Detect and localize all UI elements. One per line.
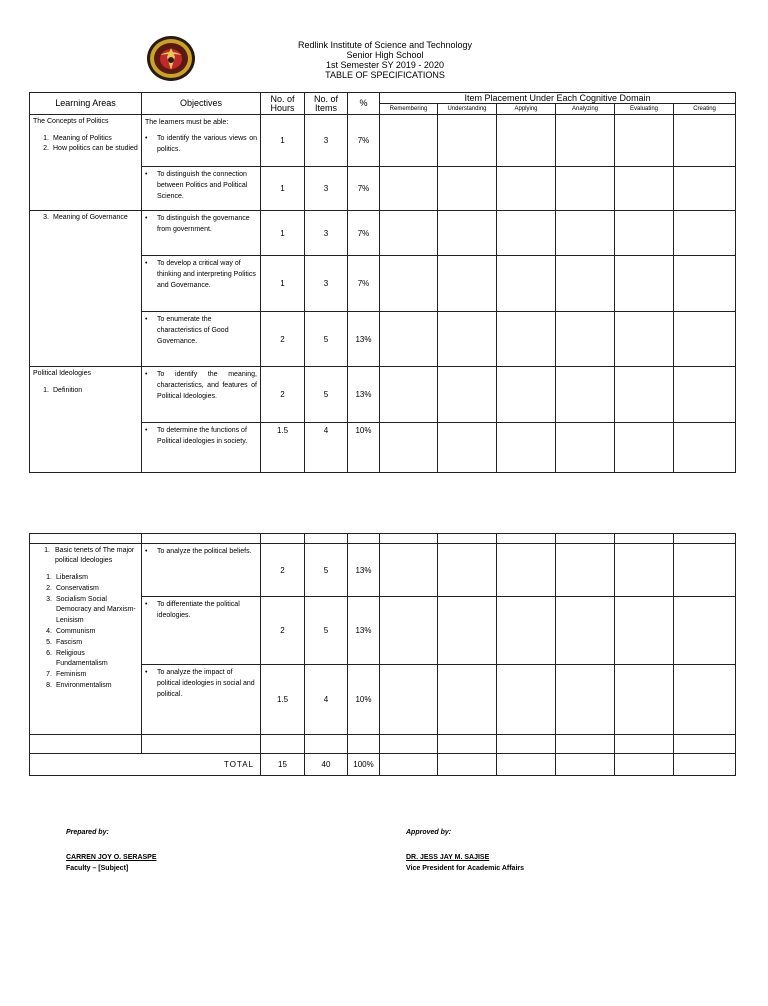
domain-cell (380, 423, 438, 473)
col-creating: Creating (674, 104, 736, 115)
bullet-icon: • (145, 260, 148, 267)
col-objectives: Objectives (142, 93, 261, 115)
col-applying: Applying (497, 104, 556, 115)
hours-cell: 1 (261, 256, 305, 312)
objective-cell (142, 423, 261, 473)
learning-area-governance (30, 211, 142, 367)
domain-cell (556, 115, 615, 167)
domain-cell (556, 423, 615, 473)
domain-cell (556, 211, 615, 256)
domain-cell (674, 312, 736, 367)
empty-cell (142, 735, 261, 754)
total-label: TOTAL (30, 754, 261, 776)
objective-cell (142, 544, 261, 597)
bullet-icon: • (145, 548, 148, 555)
objective-text: To distinguish the connection between Politics and Political Science. (157, 171, 248, 200)
percent-cell: 7% (348, 115, 380, 167)
objective-cell (142, 115, 261, 167)
items-cell: 3 (305, 115, 348, 167)
spacer-cell (305, 534, 348, 544)
bullet-icon: • (145, 171, 148, 178)
items-cell: 3 (305, 167, 348, 211)
domain-cell (380, 312, 438, 367)
list-number: 2. (46, 584, 52, 592)
domain-cell (380, 754, 438, 776)
ideology-item: Environmentalism (56, 681, 112, 689)
domain-cell (615, 256, 674, 312)
objective-cell (142, 312, 261, 367)
col-percent: % (348, 93, 380, 115)
ideology-item: Religious Fundamentalism (56, 649, 108, 668)
domain-cell (674, 211, 736, 256)
percent-cell: 7% (348, 211, 380, 256)
spacer-cell (615, 534, 674, 544)
percent-cell: 13% (348, 367, 380, 423)
bullet-icon: • (145, 215, 148, 222)
bullet-icon: • (145, 427, 148, 434)
spacer-cell (497, 534, 556, 544)
approved-by-label: Approved by: (406, 829, 452, 836)
col-hours-line2: Hours (270, 102, 295, 113)
domain-cell (497, 211, 556, 256)
items-cell: 3 (305, 256, 348, 312)
domain-cell (438, 597, 497, 665)
learners-intro: The learners must be able: (145, 119, 229, 126)
col-learning-areas: Learning Areas (30, 93, 142, 115)
percent-cell: 7% (348, 256, 380, 312)
items-cell: 3 (305, 211, 348, 256)
prepared-by-label: Prepared by: (66, 829, 109, 836)
domain-cell (497, 367, 556, 423)
items-cell: 5 (305, 544, 348, 597)
domain-cell (674, 665, 736, 735)
objective-text: To identify the various views on politics. (157, 135, 257, 153)
empty-cell (497, 735, 556, 754)
domain-cell (674, 256, 736, 312)
learning-area-concepts-of-politics (30, 115, 142, 211)
domain-cell (556, 367, 615, 423)
hours-cell: 1 (261, 167, 305, 211)
domain-cell (615, 754, 674, 776)
domain-cell (497, 423, 556, 473)
specifications-table-1 (29, 92, 736, 473)
list-number: 1. (43, 387, 49, 394)
ideology-item: Feminism (56, 671, 87, 679)
bullet-icon: • (145, 371, 148, 378)
items-cell: 4 (305, 665, 348, 735)
domain-cell (438, 256, 497, 312)
list-number: 4. (46, 627, 52, 635)
domain-cell (615, 597, 674, 665)
learning-area-title: The Concepts of Politics (33, 118, 109, 125)
spacer-cell (674, 534, 736, 544)
percent-cell: 13% (348, 597, 380, 665)
col-items-line1: No. of (313, 93, 338, 104)
col-items-line2: Items (314, 102, 337, 113)
domain-cell (497, 597, 556, 665)
spacer-cell (556, 534, 615, 544)
domain-cell (615, 211, 674, 256)
spacer-cell (261, 534, 305, 544)
domain-cell (438, 167, 497, 211)
domain-cell (674, 367, 736, 423)
domain-cell (674, 597, 736, 665)
domain-cell (380, 597, 438, 665)
empty-cell (380, 735, 438, 754)
objective-cell (142, 167, 261, 211)
domain-cell (674, 423, 736, 473)
domain-cell (674, 754, 736, 776)
learning-area-title: Basic tenets of The major political Ideologies (55, 547, 135, 564)
list-number: 2. (43, 145, 49, 152)
approved-by-block (406, 827, 524, 874)
bullet-icon: • (145, 135, 148, 142)
list-number: 1. (44, 547, 50, 554)
empty-cell (30, 735, 142, 754)
domain-cell (438, 754, 497, 776)
domain-cell (438, 544, 497, 597)
domain-cell (674, 167, 736, 211)
domain-cell (380, 367, 438, 423)
percent-cell: 7% (348, 167, 380, 211)
bullet-icon: • (145, 316, 148, 323)
percent-cell: 13% (348, 544, 380, 597)
domain-cell (438, 115, 497, 167)
document-header (270, 40, 500, 80)
ideology-item: Communism (56, 627, 96, 635)
col-remembering: Remembering (380, 104, 438, 115)
ideology-item: Liberalism (56, 574, 88, 581)
domain-cell (674, 115, 736, 167)
spacer-cell (142, 534, 261, 544)
domain-cell (380, 167, 438, 211)
domain-cell (615, 167, 674, 211)
institution-name: Redlink Institute of Science and Technology (298, 40, 472, 50)
spacer-cell (348, 534, 380, 544)
list-number: 5. (46, 638, 52, 646)
domain-cell (438, 312, 497, 367)
domain-cell (615, 367, 674, 423)
domain-cell (438, 211, 497, 256)
domain-cell (556, 167, 615, 211)
learning-area-basic-tenets (30, 544, 142, 735)
list-number: 3. (43, 214, 49, 221)
domain-cell (674, 544, 736, 597)
ideology-item: Conservatism (56, 584, 99, 592)
list-item: Definition (53, 387, 83, 394)
ideology-item: Socialism Social Democracy and Marxism-Lenisism (56, 595, 136, 625)
prepared-by-name: CARREN JOY O. SERASPE (66, 854, 157, 861)
percent-cell: 10% (348, 423, 380, 473)
objective-cell (142, 256, 261, 312)
prepared-by-block (66, 827, 157, 874)
spacer-cell (380, 534, 438, 544)
objective-text: To enumerate the characteristics of Good Governance. (157, 316, 229, 345)
list-number: 1. (43, 135, 49, 142)
bullet-icon: • (145, 601, 148, 608)
domain-cell (615, 115, 674, 167)
hours-cell: 1.5 (261, 423, 305, 473)
list-number: 3. (46, 595, 52, 603)
objective-text: To analyze the impact of political ideologies in social and political. (157, 669, 255, 698)
empty-cell (261, 735, 305, 754)
col-hours-line1: No. of (270, 93, 295, 104)
col-hours (261, 93, 305, 115)
specifications-table-2 (29, 533, 736, 776)
empty-cell (305, 735, 348, 754)
hours-cell: 2 (261, 544, 305, 597)
domain-cell (438, 423, 497, 473)
hours-cell: 1.5 (261, 665, 305, 735)
domain-cell (615, 665, 674, 735)
domain-cell (556, 754, 615, 776)
objective-text: To distinguish the governance from government. (157, 215, 250, 233)
hours-cell: 2 (261, 312, 305, 367)
list-number: 1. (46, 574, 52, 581)
col-evaluating: Evaluating (615, 104, 674, 115)
objective-cell (142, 665, 261, 735)
domain-cell (497, 754, 556, 776)
approved-by-title: Vice President for Academic Affairs (406, 865, 525, 872)
domain-cell (497, 665, 556, 735)
hours-cell: 2 (261, 597, 305, 665)
spacer-cell (438, 534, 497, 544)
ideology-item: Fascism (56, 638, 83, 646)
hours-cell: 2 (261, 367, 305, 423)
domain-cell (380, 665, 438, 735)
domain-cell (380, 256, 438, 312)
list-number: 7. (46, 671, 52, 679)
objective-text: To determine the functions of Political ideologies in society. (157, 427, 248, 445)
domain-cell (497, 312, 556, 367)
spacer-cell (30, 534, 142, 544)
domain-cell (556, 256, 615, 312)
domain-cell (497, 256, 556, 312)
semester: 1st Semester SY 2019 - 2020 (326, 60, 444, 70)
empty-cell (438, 735, 497, 754)
objective-cell (142, 597, 261, 665)
domain-cell (497, 544, 556, 597)
domain-cell (497, 115, 556, 167)
domain-cell (438, 367, 497, 423)
hours-cell: 1 (261, 115, 305, 167)
list-item: Meaning of Politics (53, 135, 112, 142)
list-item: Meaning of Governance (53, 214, 128, 221)
objective-text: To analyze the political beliefs. (157, 548, 252, 555)
domain-cell (497, 167, 556, 211)
hours-cell: 1 (261, 211, 305, 256)
learning-area-title: Political Ideologies (33, 370, 91, 377)
percent-cell: 13% (348, 312, 380, 367)
approved-by-name: DR. JESS JAY M. SAJISE (406, 854, 490, 861)
empty-cell (674, 735, 736, 754)
total-hours: 15 (261, 754, 305, 776)
percent-cell: 10% (348, 665, 380, 735)
list-number: 6. (46, 649, 52, 657)
document-title: TABLE OF SPECIFICATIONS (325, 70, 445, 80)
total-items: 40 (305, 754, 348, 776)
bullet-icon: • (145, 669, 148, 676)
col-cognitive-domain: Item Placement Under Each Cognitive Domain (380, 93, 736, 104)
empty-cell (348, 735, 380, 754)
items-cell: 4 (305, 423, 348, 473)
empty-cell (556, 735, 615, 754)
school-seal-logo (146, 35, 196, 82)
objective-cell (142, 367, 261, 423)
domain-cell (556, 665, 615, 735)
learning-area-political-ideologies (30, 367, 142, 473)
prepared-by-title: Faculty – [Subject] (66, 865, 129, 872)
list-item: How politics can be studied (53, 145, 138, 152)
domain-cell (556, 312, 615, 367)
objective-text: To differentiate the political ideologies. (157, 601, 240, 619)
objective-cell (142, 211, 261, 256)
objective-text: To develop a critical way of thinking and interpreting Politics and Governance. (157, 260, 256, 289)
domain-cell (615, 423, 674, 473)
col-analyzing: Analyzing (556, 104, 615, 115)
list-number: 8. (46, 681, 52, 689)
col-items (305, 93, 348, 115)
domain-cell (380, 115, 438, 167)
items-cell: 5 (305, 367, 348, 423)
total-percent: 100% (348, 754, 380, 776)
domain-cell (615, 544, 674, 597)
items-cell: 5 (305, 597, 348, 665)
items-cell: 5 (305, 312, 348, 367)
empty-cell (615, 735, 674, 754)
domain-cell (438, 665, 497, 735)
col-understanding: Understanding (438, 104, 497, 115)
domain-cell (380, 211, 438, 256)
school-name: Senior High School (346, 50, 424, 60)
domain-cell (615, 312, 674, 367)
domain-cell (380, 544, 438, 597)
domain-cell (556, 544, 615, 597)
objective-text: To identify the meaning, characteristics, and features of Political Ideologies. (157, 371, 257, 400)
domain-cell (556, 597, 615, 665)
